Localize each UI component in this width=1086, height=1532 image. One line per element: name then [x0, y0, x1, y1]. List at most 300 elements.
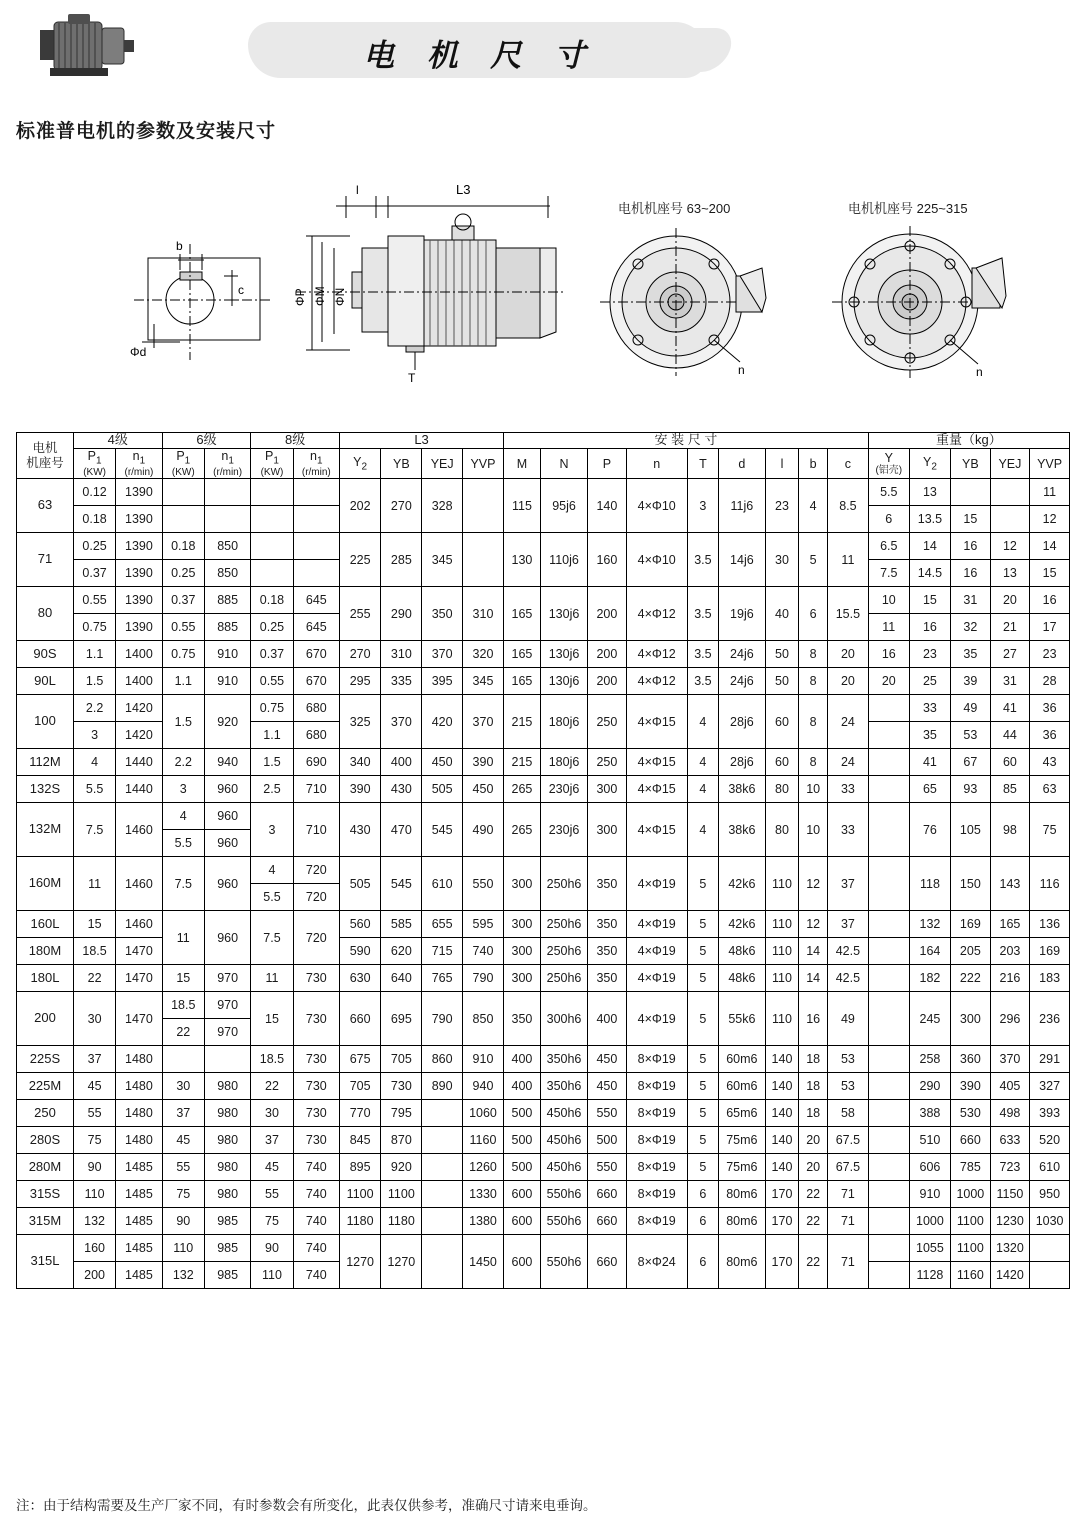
- th-group-install: 安 装 尺 寸: [504, 433, 869, 449]
- cell-inst-c: 67.5: [828, 1154, 869, 1181]
- cell-weight-yb: 1100: [951, 1235, 991, 1262]
- cell-l3-yej: [422, 1100, 462, 1127]
- cell-n1-6pole: 980: [204, 1154, 250, 1181]
- cell-inst-d: 75m6: [718, 1154, 765, 1181]
- th-p1-6pole: $P_1$ (KW): [162, 448, 204, 479]
- cell-inst-c: 42.5: [828, 938, 869, 965]
- technical-diagrams: [0, 160, 1086, 420]
- cell-n1-4pole: 1390: [116, 533, 162, 560]
- cell-l3-yej: 505: [422, 776, 462, 803]
- cell-inst-c: 8.5: [828, 479, 869, 533]
- cell-weight-yvp: 14: [1030, 533, 1070, 560]
- cell-l3-yvp: 1260: [462, 1154, 503, 1181]
- cell-inst-t: 5: [687, 1154, 718, 1181]
- cell-l3-yej: [422, 1154, 462, 1181]
- cell-l3-y2: 1270: [340, 1235, 381, 1289]
- cell-inst-holes: 8×Φ24: [626, 1235, 687, 1289]
- cell-p1-8pole: 7.5: [251, 911, 293, 965]
- cell-inst-l: 140: [765, 1154, 798, 1181]
- cell-weight-y2: 164: [909, 938, 950, 965]
- cell-inst-holes: 8×Φ19: [626, 1181, 687, 1208]
- cell-n1-8pole: 710: [293, 776, 339, 803]
- cell-inst-d: 75m6: [718, 1127, 765, 1154]
- cell-weight-yb: [951, 479, 991, 506]
- cell-inst-t: 5: [687, 965, 718, 992]
- cell-n1-8pole: [293, 533, 339, 560]
- cell-n1-6pole: 940: [204, 749, 250, 776]
- table-row: [17, 695, 1070, 722]
- cell-weight-y: [868, 992, 909, 1046]
- cell-n1-4pole: 1460: [116, 857, 162, 911]
- cell-weight-yvp: 15: [1030, 560, 1070, 587]
- th-inst-n: N: [540, 448, 587, 479]
- cell-weight-y: 7.5: [868, 560, 909, 587]
- cell-l3-yb: 310: [381, 641, 422, 668]
- cell-weight-yvp: 12: [1030, 506, 1070, 533]
- cell-inst-d: 19j6: [718, 587, 765, 641]
- cell-inst-d: 24j6: [718, 641, 765, 668]
- cell-weight-yvp: 16: [1030, 587, 1070, 614]
- cell-inst-b: 8: [799, 641, 828, 668]
- cell-l3-yvp: 1160: [462, 1127, 503, 1154]
- cell-inst-c: 15.5: [828, 587, 869, 641]
- cell-p1-8pole: [251, 533, 293, 560]
- cell-inst-p: 550: [588, 1100, 626, 1127]
- cell-weight-y2: 16: [909, 614, 950, 641]
- cell-n1-4pole: 1390: [116, 614, 162, 641]
- cell-inst-d: 48k6: [718, 938, 765, 965]
- cell-p1-4pole: 55: [73, 1100, 115, 1127]
- cell-inst-m: 600: [504, 1181, 541, 1208]
- cell-inst-l: 50: [765, 641, 798, 668]
- cell-n1-8pole: 690: [293, 749, 339, 776]
- cell-inst-b: 5: [799, 533, 828, 587]
- cell-n1-8pole: 670: [293, 668, 339, 695]
- cell-l3-yb: 545: [381, 857, 422, 911]
- cell-n1-6pole: 910: [204, 641, 250, 668]
- cell-inst-n: 230j6: [540, 803, 587, 857]
- cell-n1-6pole: 970: [204, 965, 250, 992]
- cell-weight-y: [868, 1235, 909, 1262]
- cell-weight-yvp: 610: [1030, 1154, 1070, 1181]
- cell-weight-yej: 498: [990, 1100, 1030, 1127]
- cell-inst-p: 350: [588, 857, 626, 911]
- cell-n1-8pole: 720: [293, 857, 339, 884]
- cell-inst-t: 6: [687, 1181, 718, 1208]
- cell-p1-6pole: [162, 506, 204, 533]
- table-row: [17, 668, 1070, 695]
- cell-inst-b: 8: [799, 749, 828, 776]
- cell-l3-yvp: [462, 479, 503, 533]
- cell-inst-m: 165: [504, 641, 541, 668]
- cell-n1-4pole: 1485: [116, 1154, 162, 1181]
- cell-inst-holes: 4×Φ19: [626, 938, 687, 965]
- cell-p1-8pole: 0.37: [251, 641, 293, 668]
- cell-inst-p: 550: [588, 1154, 626, 1181]
- cell-p1-6pole: 55: [162, 1154, 204, 1181]
- motor-dimensions-table: [16, 432, 1070, 1289]
- cell-l3-yej: 715: [422, 938, 462, 965]
- cell-inst-l: 60: [765, 749, 798, 776]
- cell-weight-y2: 41: [909, 749, 950, 776]
- cell-frame-size: 225S: [17, 1046, 74, 1073]
- cell-p1-6pole: 5.5: [162, 830, 204, 857]
- cell-inst-m: 215: [504, 749, 541, 776]
- cell-n1-4pole: 1400: [116, 641, 162, 668]
- cell-inst-holes: 8×Φ19: [626, 1073, 687, 1100]
- cell-l3-yb: 870: [381, 1127, 422, 1154]
- cell-weight-yej: 723: [990, 1154, 1030, 1181]
- cell-inst-m: 500: [504, 1100, 541, 1127]
- cell-inst-n: 250h6: [540, 965, 587, 992]
- table-row: [17, 911, 1070, 938]
- cell-weight-y: [868, 749, 909, 776]
- cell-inst-m: 265: [504, 776, 541, 803]
- cell-l3-yvp: 910: [462, 1046, 503, 1073]
- cell-inst-d: 55k6: [718, 992, 765, 1046]
- cell-l3-y2: 675: [340, 1046, 381, 1073]
- cell-frame-size: 132S: [17, 776, 74, 803]
- cell-p1-8pole: 1.5: [251, 749, 293, 776]
- cell-inst-n: 350h6: [540, 1046, 587, 1073]
- cell-weight-yb: 16: [951, 560, 991, 587]
- cell-l3-yej: [422, 1181, 462, 1208]
- cell-inst-m: 165: [504, 587, 541, 641]
- cell-inst-c: 33: [828, 803, 869, 857]
- cell-weight-yb: 390: [951, 1073, 991, 1100]
- cell-n1-8pole: 730: [293, 965, 339, 992]
- cell-weight-yej: 41: [990, 695, 1030, 722]
- cell-l3-yb: 695: [381, 992, 422, 1046]
- cell-weight-y2: 132: [909, 911, 950, 938]
- cell-l3-y2: 430: [340, 803, 381, 857]
- cell-weight-yej: 31: [990, 668, 1030, 695]
- table-row: [17, 1046, 1070, 1073]
- cell-weight-yej: 44: [990, 722, 1030, 749]
- cell-l3-yej: 545: [422, 803, 462, 857]
- table-row: [17, 1154, 1070, 1181]
- cell-l3-yb: 730: [381, 1073, 422, 1100]
- cell-inst-holes: 4×Φ15: [626, 749, 687, 776]
- flange-view-225-315-diagram: [820, 222, 1020, 382]
- cell-inst-holes: 4×Φ10: [626, 533, 687, 587]
- cell-inst-d: 48k6: [718, 965, 765, 992]
- cell-weight-y2: 13.5: [909, 506, 950, 533]
- cell-inst-b: 20: [799, 1127, 828, 1154]
- cell-frame-size: 90S: [17, 641, 74, 668]
- cell-l3-yb: 585: [381, 911, 422, 938]
- cell-inst-c: 71: [828, 1235, 869, 1289]
- cell-l3-yvp: 790: [462, 965, 503, 992]
- cell-n1-8pole: 730: [293, 1073, 339, 1100]
- motor-side-view-diagram: [276, 182, 576, 392]
- cell-inst-t: 5: [687, 1100, 718, 1127]
- cell-p1-6pole: 15: [162, 965, 204, 992]
- cell-inst-n: 450h6: [540, 1154, 587, 1181]
- cell-p1-4pole: 75: [73, 1127, 115, 1154]
- cell-inst-m: 400: [504, 1046, 541, 1073]
- cell-p1-8pole: 22: [251, 1073, 293, 1100]
- cell-inst-l: 60: [765, 695, 798, 749]
- cell-weight-yvp: 116: [1030, 857, 1070, 911]
- cell-inst-holes: 4×Φ15: [626, 776, 687, 803]
- cell-l3-yvp: 740: [462, 938, 503, 965]
- cell-inst-t: 4: [687, 803, 718, 857]
- cell-weight-y2: 25: [909, 668, 950, 695]
- cell-weight-yvp: 169: [1030, 938, 1070, 965]
- cell-inst-m: 265: [504, 803, 541, 857]
- th-p1-4pole: $P_1$ (KW): [73, 448, 115, 479]
- cell-p1-4pole: 1.5: [73, 668, 115, 695]
- cell-inst-p: 660: [588, 1235, 626, 1289]
- cell-weight-yvp: 11: [1030, 479, 1070, 506]
- cell-inst-c: 71: [828, 1208, 869, 1235]
- cell-n1-8pole: 645: [293, 587, 339, 614]
- cell-p1-4pole: 2.2: [73, 695, 115, 722]
- cell-inst-c: 24: [828, 749, 869, 776]
- cell-inst-l: 80: [765, 803, 798, 857]
- cell-inst-t: 3.5: [687, 641, 718, 668]
- cell-n1-8pole: 740: [293, 1262, 339, 1289]
- cell-p1-6pole: 22: [162, 1019, 204, 1046]
- cell-p1-6pole: 18.5: [162, 992, 204, 1019]
- cell-weight-yb: 530: [951, 1100, 991, 1127]
- cell-inst-c: 49: [828, 992, 869, 1046]
- cell-p1-6pole: 45: [162, 1127, 204, 1154]
- cell-weight-yvp: 36: [1030, 722, 1070, 749]
- cell-weight-y: [868, 722, 909, 749]
- cell-weight-y: 10: [868, 587, 909, 614]
- cell-inst-d: 24j6: [718, 668, 765, 695]
- cell-n1-4pole: 1485: [116, 1208, 162, 1235]
- svg-text:n: n: [976, 365, 983, 379]
- cell-l3-yb: 285: [381, 533, 422, 587]
- table-row: [17, 1235, 1070, 1262]
- cell-p1-6pole: 0.75: [162, 641, 204, 668]
- cell-inst-t: 5: [687, 938, 718, 965]
- cell-weight-y2: 15: [909, 587, 950, 614]
- cell-p1-4pole: 0.55: [73, 587, 115, 614]
- cell-n1-8pole: 740: [293, 1208, 339, 1235]
- cell-inst-holes: 4×Φ10: [626, 479, 687, 533]
- cell-p1-4pole: 3: [73, 722, 115, 749]
- cell-inst-l: 110: [765, 965, 798, 992]
- cell-inst-m: 300: [504, 938, 541, 965]
- cell-n1-6pole: 960: [204, 911, 250, 965]
- cell-l3-yvp: 345: [462, 668, 503, 695]
- cell-n1-6pole: 980: [204, 1100, 250, 1127]
- cell-inst-t: 5: [687, 857, 718, 911]
- cell-p1-6pole: [162, 479, 204, 506]
- cell-weight-yej: 85: [990, 776, 1030, 803]
- table-row: [17, 641, 1070, 668]
- cell-weight-y: 20: [868, 668, 909, 695]
- cell-n1-8pole: 670: [293, 641, 339, 668]
- cell-weight-yb: 35: [951, 641, 991, 668]
- cell-inst-p: 160: [588, 533, 626, 587]
- cell-inst-p: 450: [588, 1073, 626, 1100]
- cell-frame-size: 71: [17, 533, 74, 587]
- cell-l3-yej: [422, 1235, 462, 1289]
- cell-weight-yej: 370: [990, 1046, 1030, 1073]
- th-n1-6pole: $n_1$ (r/min): [204, 448, 250, 479]
- cell-weight-yb: 150: [951, 857, 991, 911]
- cell-inst-m: 300: [504, 857, 541, 911]
- cell-n1-8pole: 730: [293, 992, 339, 1046]
- cell-inst-l: 80: [765, 776, 798, 803]
- cell-inst-l: 110: [765, 857, 798, 911]
- cell-l3-y2: 270: [340, 641, 381, 668]
- cell-n1-8pole: 680: [293, 722, 339, 749]
- cell-l3-yvp: 595: [462, 911, 503, 938]
- cell-p1-6pole: 1.5: [162, 695, 204, 749]
- cell-inst-c: 33: [828, 776, 869, 803]
- cell-weight-yvp: 63: [1030, 776, 1070, 803]
- cell-p1-6pole: 75: [162, 1181, 204, 1208]
- cell-p1-8pole: 55: [251, 1181, 293, 1208]
- cell-inst-l: 140: [765, 1073, 798, 1100]
- cell-weight-y: 6: [868, 506, 909, 533]
- cell-weight-yb: 49: [951, 695, 991, 722]
- cell-inst-l: 23: [765, 479, 798, 533]
- cell-p1-6pole: [162, 1046, 204, 1073]
- th-inst-p: P: [588, 448, 626, 479]
- cell-inst-m: 130: [504, 533, 541, 587]
- table-row: [17, 857, 1070, 884]
- cell-inst-n: 550h6: [540, 1235, 587, 1289]
- cell-inst-l: 110: [765, 992, 798, 1046]
- cell-n1-4pole: 1470: [116, 992, 162, 1046]
- cell-l3-yej: 395: [422, 668, 462, 695]
- cell-inst-n: 250h6: [540, 938, 587, 965]
- th-p1-8pole: $P_1$ (KW): [251, 448, 293, 479]
- cell-l3-yej: 655: [422, 911, 462, 938]
- cell-weight-yb: 93: [951, 776, 991, 803]
- cell-weight-yb: 222: [951, 965, 991, 992]
- cell-inst-p: 660: [588, 1181, 626, 1208]
- cell-n1-6pole: 920: [204, 695, 250, 749]
- cell-weight-y: [868, 695, 909, 722]
- svg-text:b: b: [176, 239, 183, 253]
- cell-p1-8pole: 18.5: [251, 1046, 293, 1073]
- cell-inst-c: 67.5: [828, 1127, 869, 1154]
- cell-n1-6pole: 970: [204, 1019, 250, 1046]
- cell-weight-yvp: 520: [1030, 1127, 1070, 1154]
- cell-inst-p: 450: [588, 1046, 626, 1073]
- cell-l3-yej: 345: [422, 533, 462, 587]
- cell-weight-yb: 1100: [951, 1208, 991, 1235]
- cell-l3-yej: 765: [422, 965, 462, 992]
- svg-text:T: T: [408, 371, 416, 385]
- cell-p1-4pole: 0.75: [73, 614, 115, 641]
- cell-weight-yvp: 43: [1030, 749, 1070, 776]
- cell-p1-8pole: 45: [251, 1154, 293, 1181]
- cell-p1-4pole: 160: [73, 1235, 115, 1262]
- cell-l3-yej: 610: [422, 857, 462, 911]
- cell-inst-b: 22: [799, 1235, 828, 1289]
- cell-inst-p: 500: [588, 1127, 626, 1154]
- cell-inst-d: 60m6: [718, 1073, 765, 1100]
- cell-weight-y: [868, 1208, 909, 1235]
- cell-inst-t: 6: [687, 1235, 718, 1289]
- cell-p1-8pole: 0.25: [251, 614, 293, 641]
- cell-n1-6pole: 980: [204, 1127, 250, 1154]
- cell-l3-y2: 660: [340, 992, 381, 1046]
- cell-l3-y2: 895: [340, 1154, 381, 1181]
- cell-weight-yej: [990, 506, 1030, 533]
- cell-p1-6pole: 0.55: [162, 614, 204, 641]
- cell-n1-4pole: 1460: [116, 911, 162, 938]
- cell-weight-y: [868, 1127, 909, 1154]
- cell-inst-n: 130j6: [540, 587, 587, 641]
- cell-p1-6pole: 110: [162, 1235, 204, 1262]
- cell-weight-yvp: [1030, 1235, 1070, 1262]
- cell-weight-yb: 205: [951, 938, 991, 965]
- table-row: [17, 1181, 1070, 1208]
- cell-inst-c: 20: [828, 668, 869, 695]
- cell-weight-yej: 98: [990, 803, 1030, 857]
- cell-inst-t: 5: [687, 1127, 718, 1154]
- cell-inst-holes: 4×Φ12: [626, 587, 687, 641]
- banner-decoration: [663, 28, 737, 72]
- cell-n1-4pole: 1485: [116, 1262, 162, 1289]
- cell-inst-d: 80m6: [718, 1208, 765, 1235]
- cell-inst-d: 11j6: [718, 479, 765, 533]
- cell-inst-d: 80m6: [718, 1181, 765, 1208]
- cell-weight-yvp: 393: [1030, 1100, 1070, 1127]
- th-inst-c: c: [828, 448, 869, 479]
- cell-n1-8pole: [293, 506, 339, 533]
- cell-weight-yvp: 75: [1030, 803, 1070, 857]
- cell-frame-size: 112M: [17, 749, 74, 776]
- cell-inst-p: 660: [588, 1208, 626, 1235]
- cell-l3-yvp: 1330: [462, 1181, 503, 1208]
- cell-n1-8pole: 730: [293, 1100, 339, 1127]
- cell-l3-yvp: [462, 533, 503, 587]
- cell-frame-size: 200: [17, 992, 74, 1046]
- cell-weight-y2: 388: [909, 1100, 950, 1127]
- cell-p1-4pole: 0.25: [73, 533, 115, 560]
- cell-p1-8pole: 4: [251, 857, 293, 884]
- cell-inst-n: 550h6: [540, 1181, 587, 1208]
- cell-frame-size: 132M: [17, 803, 74, 857]
- cell-weight-y: [868, 1100, 909, 1127]
- cell-l3-y2: 325: [340, 695, 381, 749]
- th-frame-line1: 电机: [32, 441, 58, 456]
- cell-weight-y: [868, 1046, 909, 1073]
- cell-inst-b: 16: [799, 992, 828, 1046]
- cell-inst-l: 140: [765, 1046, 798, 1073]
- diagram-caption-left: 电机机座号 63~200: [618, 201, 731, 216]
- cell-weight-y2: 245: [909, 992, 950, 1046]
- cell-weight-yvp: 327: [1030, 1073, 1070, 1100]
- cell-l3-yej: [422, 1127, 462, 1154]
- cell-p1-4pole: 0.18: [73, 506, 115, 533]
- cell-inst-l: 140: [765, 1127, 798, 1154]
- cell-inst-holes: 8×Φ19: [626, 1208, 687, 1235]
- cell-weight-yb: 15: [951, 506, 991, 533]
- cell-inst-holes: 4×Φ15: [626, 803, 687, 857]
- cell-inst-l: 110: [765, 911, 798, 938]
- cell-weight-yej: 216: [990, 965, 1030, 992]
- cell-n1-4pole: 1460: [116, 803, 162, 857]
- cell-l3-yb: 1180: [381, 1208, 422, 1235]
- cell-weight-y: [868, 911, 909, 938]
- page-subtitle: 标准普电机的参数及安装尺寸: [16, 121, 277, 142]
- diagram-caption-right: 电机机座号 225~315: [848, 201, 968, 216]
- cell-l3-yvp: 940: [462, 1073, 503, 1100]
- th-l3-yvp: YVP: [462, 448, 503, 479]
